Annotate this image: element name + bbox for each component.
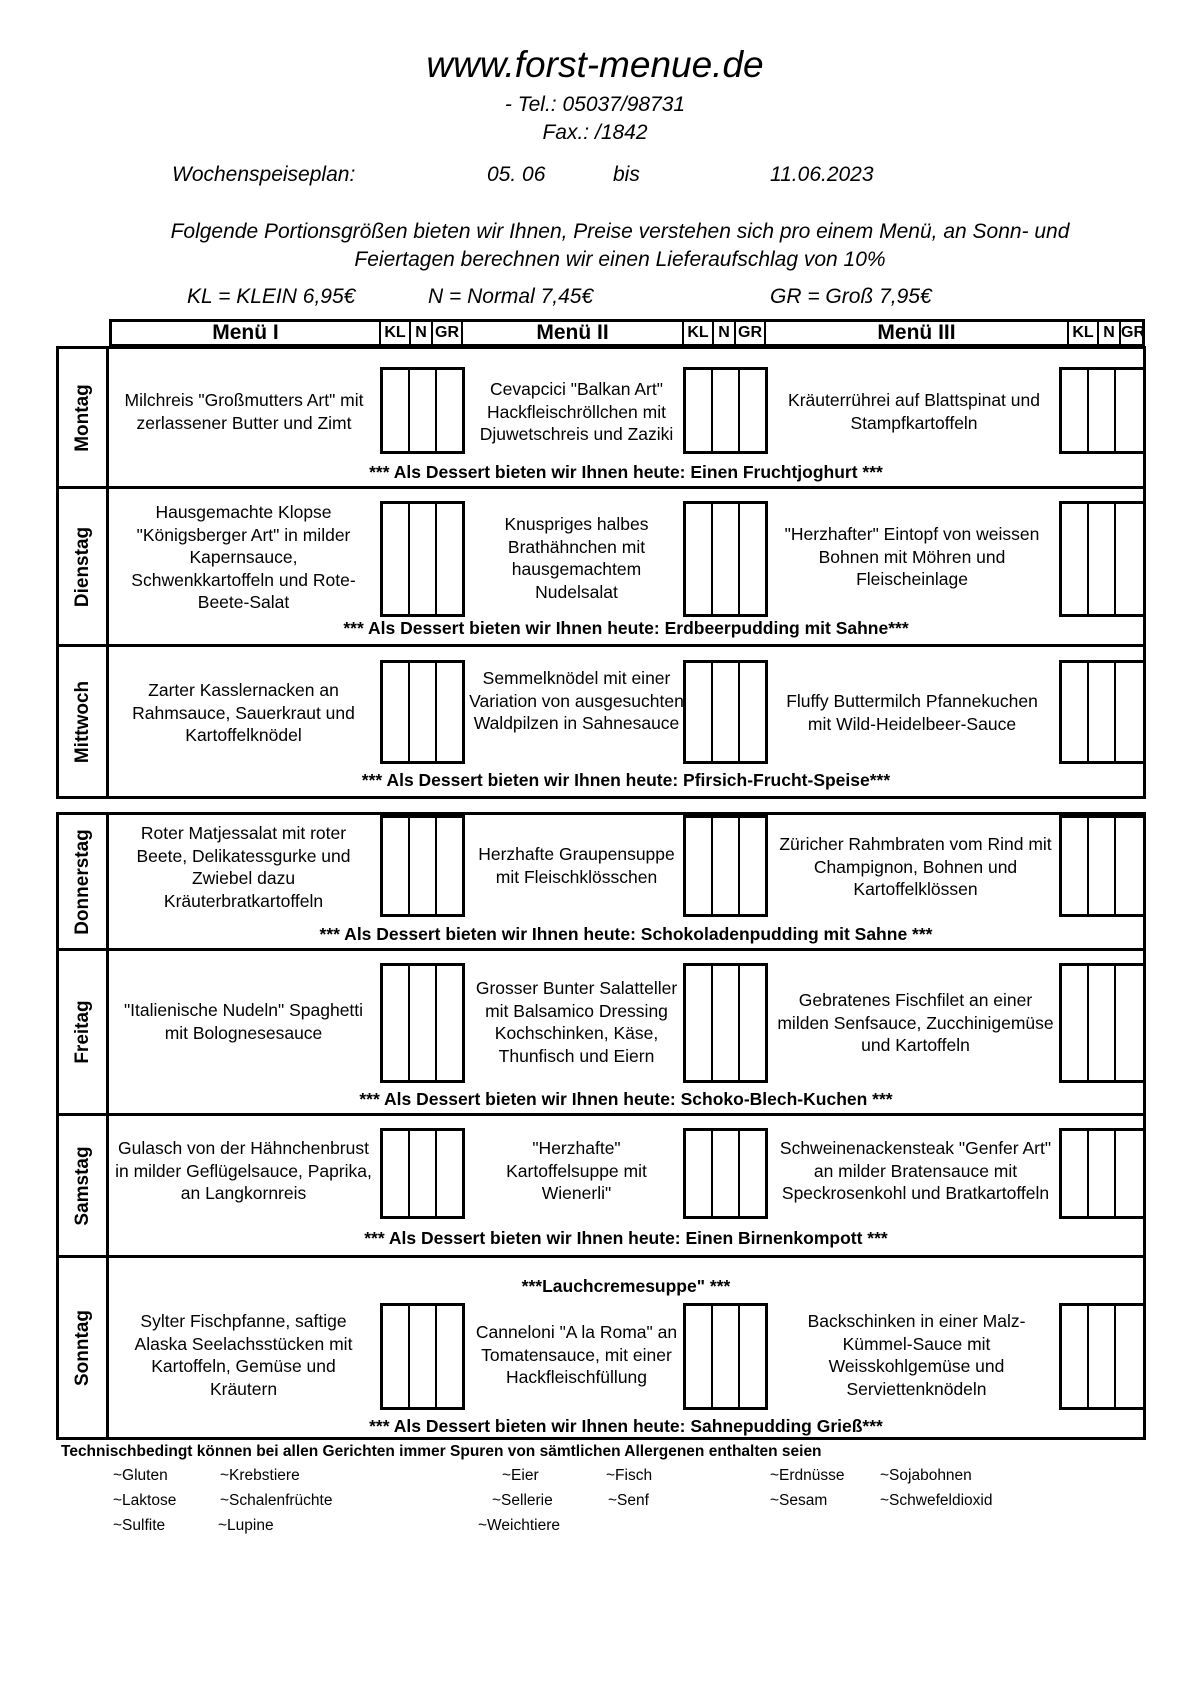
order-boxes-menu1[interactable] (380, 1303, 465, 1410)
order-boxes-menu2[interactable] (683, 367, 768, 454)
menu3-kl-header: KL (1067, 322, 1097, 344)
order-boxes-menu1[interactable] (380, 367, 465, 454)
dessert-note: *** Als Dessert bieten wir Ihnen heute: Schoko-Blech-Kuchen *** (359, 1089, 893, 1109)
menu2-n-header: N (712, 322, 734, 344)
order-boxes-menu3[interactable] (1059, 1303, 1146, 1410)
order-boxes-menu2[interactable] (683, 815, 768, 917)
day-row-samstag (56, 1116, 1146, 1258)
menu1-kl-header: KL (379, 322, 409, 344)
allergen-sulfite: ~Sulfite (113, 1517, 166, 1534)
order-boxes-menu3[interactable] (1059, 963, 1146, 1083)
menu1-dish: Gulasch von der Hähnchenbrust in milder Geflügelsauce, Paprika, an Langkornreis (115, 1138, 372, 1203)
menu2-dish: Herzhafte Graupensuppe mit Fleischklösschen (478, 844, 675, 887)
day-row-freitag (56, 951, 1146, 1116)
size-kl: KL = KLEIN 6,95€ (187, 285, 356, 308)
column-header (109, 319, 1145, 347)
size-n: N = Normal 7,45€ (428, 285, 594, 308)
order-boxes-menu3[interactable] (1059, 660, 1146, 764)
order-boxes-menu2[interactable] (683, 963, 768, 1083)
day-row-dienstag (56, 489, 1146, 647)
allergen-senf: ~Senf (608, 1492, 649, 1509)
menu3-dish: Fluffy Buttermilch Pfannekuchen mit Wild-Heidelbeer-Sauce (786, 691, 1038, 734)
allergen-sellerie: ~Sellerie (492, 1492, 553, 1509)
allergen-gluten: ~Gluten (113, 1467, 168, 1484)
allergen-schalenfruechte: ~Schalenfrüchte (220, 1492, 333, 1509)
allergen-fisch: ~Fisch (606, 1467, 653, 1484)
menu2-kl-header: KL (682, 322, 712, 344)
plan-label: Wochenspeiseplan: (172, 163, 356, 186)
phone-number: - Tel.: 05037/98731 (504, 93, 686, 116)
allergen-weichtiere: ~Weichtiere (478, 1517, 560, 1534)
day-label: Montag (59, 349, 109, 486)
menu1-dish: Milchreis "Großmutters Art" mit zerlassener Butter und Zimt (124, 390, 364, 433)
menu3-dish: Gebratenes Fischfilet an einer milden Senfsauce, Zucchinigemüse und Kartoffeln (777, 990, 1054, 1055)
menu3-dish: Kräuterrührei auf Blattspinat und Stampfkartoffeln (788, 390, 1040, 433)
order-boxes-menu2[interactable] (683, 501, 768, 617)
allergen-krebstiere: ~Krebstiere (220, 1467, 300, 1484)
day-row-montag (56, 346, 1146, 489)
menu3-dish: Schweinenackensteak "Genfer Art" an milder Bratensauce mit Speckrosenkohl und Bratkartoffeln (779, 1138, 1052, 1203)
plan-start-date: 05. 06 (487, 163, 546, 186)
menu2-gr-header: GR (734, 322, 764, 344)
menu2-dish: Cevapcici "Balkan Art" Hackfleischröllchen mit Djuwetschreis und Zaziki (479, 379, 674, 444)
day-label: Dienstag (59, 489, 109, 644)
order-boxes-menu1[interactable] (380, 501, 465, 617)
menu1-dish: Sylter Fischpfanne, saftige Alaska Seelachsstücken mit Kartoffeln, Gemüse und Kräutern (134, 1311, 353, 1399)
allergen-laktose: ~Laktose (113, 1492, 177, 1509)
dessert-note: *** Als Dessert bieten wir Ihnen heute: Einen Fruchtjoghurt *** (369, 462, 883, 482)
order-boxes-menu3[interactable] (1059, 815, 1146, 917)
dessert-note: *** Als Dessert bieten wir Ihnen heute: Schokoladenpudding mit Sahne *** (319, 924, 933, 944)
day-label: Mittwoch (59, 647, 109, 796)
order-boxes-menu1[interactable] (380, 660, 465, 764)
menu1-gr-header: GR (431, 322, 461, 344)
order-boxes-menu1[interactable] (380, 963, 465, 1083)
menu1-dish: Hausgemachte Klopse "Königsberger Art" in milder Kapernsauce, Schwenkkartoffeln und Rote-Beete-Salat (131, 502, 356, 612)
menu1-dish: Roter Matjessalat mit roter Beete, Delikatessgurke und Zwiebel dazu Kräuterbratkartoffeln (136, 823, 351, 911)
menu2-dish: Knuspriges halbes Brathähnchen mit hausgemachtem Nudelsalat (504, 514, 649, 602)
menu3-dish: Züricher Rahmbraten vom Rind mit Champignon, Bohnen und Kartoffelklössen (779, 834, 1052, 899)
allergen-schwefeldioxid: ~Schwefeldioxid (880, 1492, 993, 1509)
allergen-erdnuesse: ~Erdnüsse (770, 1467, 845, 1484)
order-boxes-menu1[interactable] (380, 1128, 465, 1219)
day-label: Donnerstag (59, 815, 109, 948)
day-row-sonntag (56, 1258, 1146, 1440)
pricing-intro: Folgende Portionsgrößen bieten wir Ihnen, Preise verstehen sich pro einem Menü, an Sonn- und Feiertagen berechnen wir einen Lieferaufschlag von 10% (170, 220, 1070, 271)
menu3-dish: "Herzhafter" Eintopf von weissen Bohnen mit Möhren und Fleischeinlage (784, 524, 1040, 589)
menu3-dish: Backschinken in einer Malz-Kümmel-Sauce mit Weisskohlgemüse und Serviettenknödeln (807, 1311, 1026, 1399)
menu1-dish: Zarter Kasslernacken an Rahmsauce, Sauerkraut und Kartoffelknödel (132, 680, 355, 745)
menu2-dish: Grosser Bunter Salatteller mit Balsamico Dressing Kochschinken, Käse, Thunfisch und Eiern (475, 978, 678, 1066)
menu3-gr-header: GR (1119, 322, 1142, 344)
allergen-eier: ~Eier (502, 1467, 539, 1484)
order-boxes-menu2[interactable] (683, 660, 768, 764)
fax-number: Fax.: /1842 (542, 121, 648, 144)
day-label: Samstag (59, 1116, 109, 1255)
allergen-sojabohnen: ~Sojabohnen (880, 1467, 972, 1484)
menu1-n-header: N (409, 322, 431, 344)
day-row-donnerstag (56, 812, 1146, 951)
dessert-note: *** Als Dessert bieten wir Ihnen heute: Erdbeerpudding mit Sahne*** (343, 618, 909, 638)
menu2-header: Menü II (461, 322, 682, 344)
order-boxes-menu3[interactable] (1059, 367, 1146, 454)
menu2-dish: Canneloni "A la Roma" an Tomatensauce, mit einer Hackfleischfüllung (475, 1322, 678, 1387)
menu3-header: Menü III (764, 322, 1067, 344)
menu1-header: Menü I (212, 321, 279, 344)
menu2-dish: Semmelknödel mit einer Variation von ausgesuchten Waldpilzen in Sahnesauce (469, 668, 684, 733)
size-gr: GR = Groß 7,95€ (770, 285, 932, 308)
order-boxes-menu3[interactable] (1059, 501, 1146, 617)
sunday-soup-note: ***Lauchcremesuppe" *** (521, 1276, 731, 1296)
dessert-note: *** Als Dessert bieten wir Ihnen heute: Sahnepudding Grieß*** (369, 1416, 883, 1436)
allergen-sesam: ~Sesam (770, 1492, 828, 1509)
day-label: Freitag (59, 951, 109, 1113)
allergen-disclaimer: Technischbedingt können bei allen Gerichten immer Spuren von sämtlichen Allergenen enthalten seien (61, 1443, 822, 1460)
plan-end-date: 11.06.2023 (770, 163, 874, 186)
plan-bis: bis (613, 163, 640, 186)
allergen-lupine: ~Lupine (218, 1517, 274, 1534)
menu2-dish: "Herzhafte" Kartoffelsuppe mit Wienerli" (506, 1138, 647, 1203)
order-boxes-menu2[interactable] (683, 1128, 768, 1219)
dessert-note: *** Als Dessert bieten wir Ihnen heute: Einen Birnenkompott *** (364, 1228, 888, 1248)
dessert-note: *** Als Dessert bieten wir Ihnen heute: Pfirsich-Frucht-Speise*** (361, 770, 891, 790)
day-label: Sonntag (59, 1258, 109, 1437)
order-boxes-menu2[interactable] (683, 1303, 768, 1410)
menu1-dish: "Italienische Nudeln" Spaghetti mit Bolognesesauce (123, 1000, 364, 1043)
website-title: www.forst-menue.de (426, 44, 764, 85)
menu3-n-header: N (1097, 322, 1119, 344)
order-boxes-menu3[interactable] (1059, 1128, 1146, 1219)
order-boxes-menu1[interactable] (380, 815, 465, 917)
day-row-mittwoch (56, 647, 1146, 799)
